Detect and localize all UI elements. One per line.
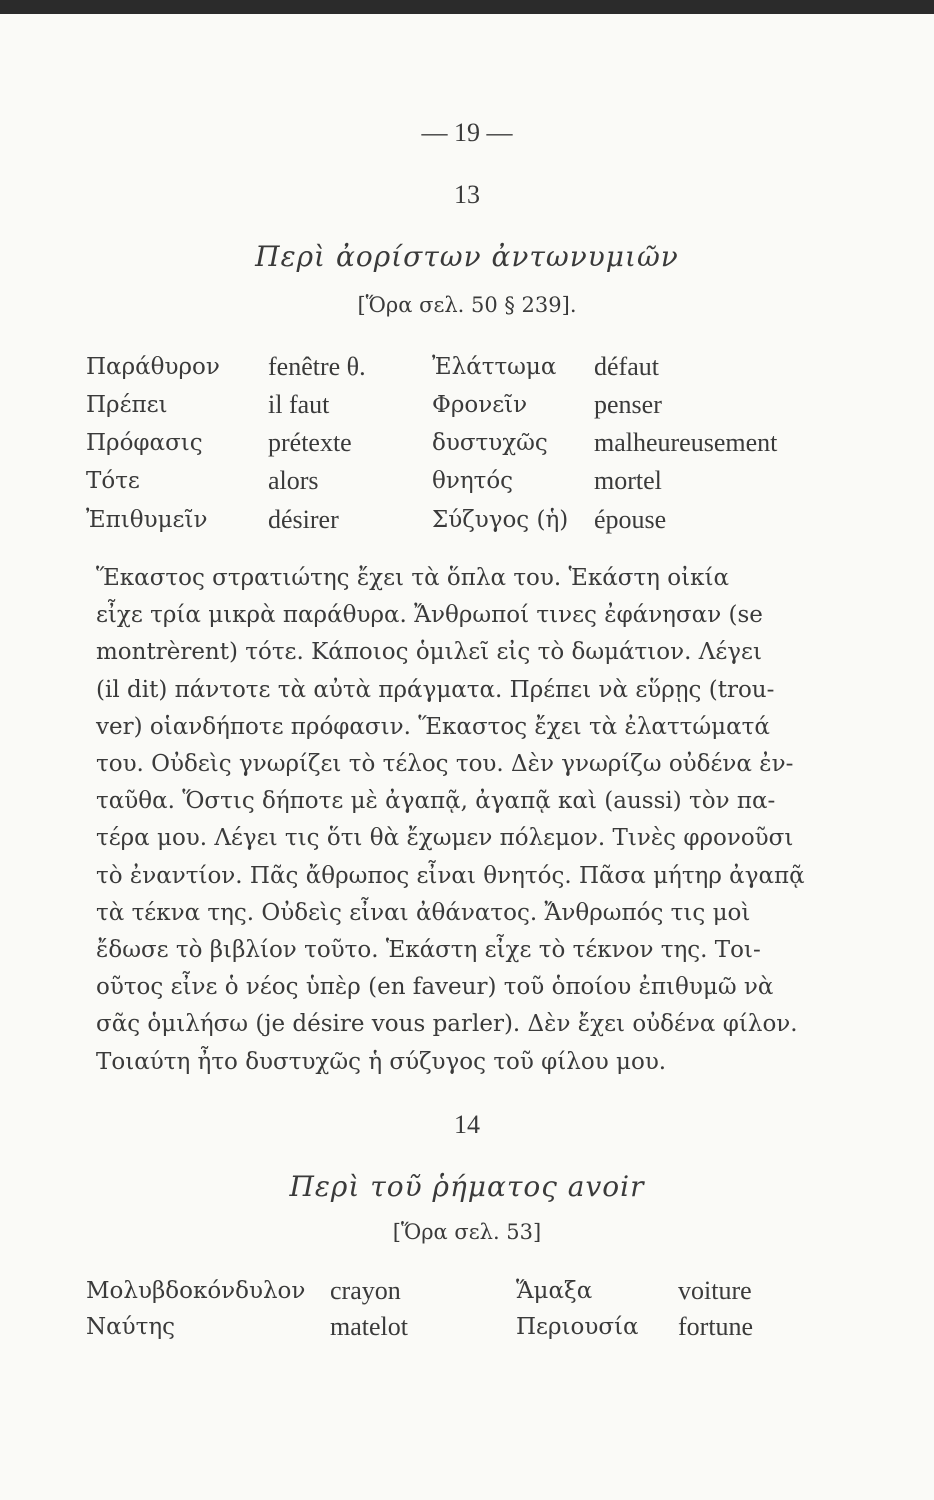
- vocab-term-gr: Τότε: [86, 468, 140, 494]
- text-line: ver) οἱανδήποτε πρόφασιν. Ἕκαστος ἔχει τὰ ἐλαττώματά: [96, 713, 770, 740]
- vocab-term-fr: fenêtre θ.: [268, 352, 366, 381]
- exercise-paragraph: [96, 560, 822, 1081]
- vocab-term-fr: épouse: [594, 505, 667, 534]
- text-line: εἶχε τρία μικρὰ παράθυρα. Ἄνθρωποί τινες ἐφάνησαν (se: [96, 602, 763, 629]
- text-line: τὸ ἐναντίον. Πᾶς ἄθρωπος εἶναι θνητός. Πᾶσα μήτηρ ἀγαπᾷ: [96, 862, 805, 889]
- section-14-number: 14: [454, 1110, 480, 1139]
- vocab-term-fr: mortel: [594, 466, 662, 495]
- vocab-term-fr: il faut: [268, 390, 330, 419]
- text-line: montrèrent) τότε. Κάποιος ὁμιλεῖ εἰς τὸ δωμάτιον. Λέγει: [96, 639, 762, 666]
- section-14-title: Περὶ τοῦ ῥήματος avoir: [289, 1170, 645, 1203]
- scan-top-edge: [0, 0, 934, 14]
- vocab-term-gr: Ἐλάττωμα: [432, 354, 557, 380]
- text-line: (il dit) πάντοτε τὰ αὐτὰ πράγματα. Πρέπει νὰ εὕρῃς (trou-: [96, 676, 775, 703]
- vocab-term-fr: prétexte: [268, 428, 352, 457]
- text-line: Ἕκαστος στρατιώτης ἔχει τὰ ὅπλα του. Ἑκάστη οἰκία: [96, 565, 730, 591]
- vocab-term-fr: malheureusement: [594, 428, 778, 457]
- vocab-term-fr: matelot: [330, 1312, 408, 1341]
- section-14-reference: [Ὅρα σελ. 53]: [392, 1220, 542, 1244]
- vocab-term-fr: voiture: [678, 1276, 752, 1305]
- text-line: ταῦθα. Ὅστις δήποτε μὲ ἀγαπᾷ, ἀγαπᾷ καὶ (aussi) τὸν πα-: [96, 788, 776, 815]
- vocab-term-gr: Σύζυγος (ἡ): [432, 507, 569, 533]
- section-13-number: 13: [454, 180, 480, 209]
- vocab-term-gr: Μολυβδοκόνδυλον: [86, 1278, 306, 1304]
- vocab-term-fr: désirer: [268, 505, 339, 534]
- text-line: του. Οὐδεὶς γνωρίζει τὸ τέλος του. Δὲν γνωρίζω οὐδένα ἐν-: [96, 751, 794, 778]
- vocab-term-fr: fortune: [678, 1312, 754, 1341]
- vocab-term-gr: θνητός: [432, 468, 514, 494]
- vocab-term-gr: Φρονεῖν: [432, 392, 528, 418]
- text-line: σᾶς ὁμιλήσω (je désire vous parler). Δὲν ἔχει οὐδένα φίλον.: [96, 1011, 798, 1038]
- text-line: τέρα μου. Λέγει τις ὅτι θὰ ἔχωμεν πόλεμον. Τινὲς φρονοῦσι: [96, 825, 794, 852]
- vocab-term-gr: Πρόφασις: [86, 430, 203, 456]
- page-number: — 19 —: [421, 118, 513, 147]
- vocab-term-gr: Περιουσία: [516, 1314, 639, 1340]
- vocab-term-gr: Ἐπιθυμεῖν: [86, 507, 208, 533]
- text-line: τὰ τέκνα της. Οὐδεὶς εἶναι ἀθάνατος. Ἄνθρωπός τις μοὶ: [96, 899, 751, 926]
- vocab-term-gr: Πρέπει: [86, 392, 168, 418]
- vocab-term-fr: alors: [268, 466, 319, 495]
- vocab-term-gr: δυστυχῶς: [432, 430, 548, 456]
- vocab-term-fr: défaut: [594, 352, 659, 381]
- vocab-term-fr: crayon: [330, 1276, 401, 1305]
- section-13-title: Περὶ ἀορίστων ἀντωνυμιῶν: [255, 240, 679, 273]
- vocab-term-gr: Ναύτης: [86, 1314, 176, 1340]
- section-13-reference: [Ὅρα σελ. 50 § 239].: [357, 293, 577, 317]
- vocab-term-fr: penser: [594, 390, 662, 419]
- vocab-term-gr: Ἅμαξα: [516, 1278, 593, 1304]
- text-line: Τοιαύτη ἦτο δυστυχῶς ἡ σύζυγος τοῦ φίλου μου.: [96, 1048, 667, 1075]
- text-line: ἔδωσε τὸ βιβλίον τοῦτο. Ἑκάστη εἶχε τὸ τέκνον της. Τοι-: [96, 937, 761, 964]
- text-line: οῦτος εἶνε ὁ νέος ὑπὲρ (en faveur) τοῦ ὁποίου ἐπιθυμῶ νὰ: [96, 974, 774, 1001]
- vocab-term-gr: Παράθυρον: [86, 354, 220, 380]
